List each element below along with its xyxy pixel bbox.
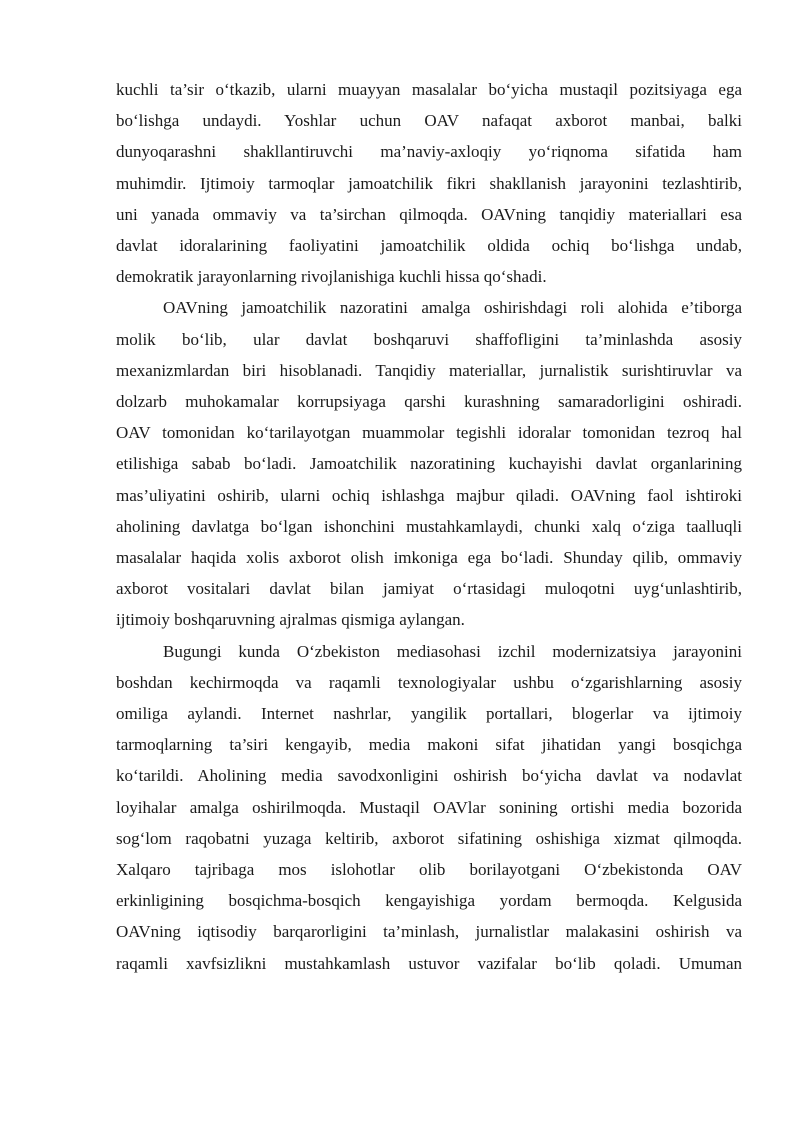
text-line: muhimdir. Ijtimoiy tarmoqlar jamoatchilik fikri shakllanish jarayonini tezlashtirib,: [116, 173, 742, 193]
paragraph: [116, 636, 742, 979]
text-line: OAVning jamoatchilik nazoratini amalga oshirishdagi roli alohida e’tiborga: [163, 298, 742, 318]
text-line: tarmoqlarning ta’siri kengayib, media makoni sifat jihatidan yangi bosqichga: [116, 735, 742, 755]
text-line: loyihalar amalga oshirilmoqda. Mustaqil OAVlar sonining ortishi media bozorida: [116, 797, 742, 817]
text-line: molik bo‘lib, ular davlat boshqaruvi shaffofligini ta’minlashda asosiy: [116, 329, 742, 349]
text-line: demokratik jarayonlarning rivojlanishiga kuchli hissa qo‘shadi.: [116, 267, 547, 287]
text-line: masalalar haqida xolis axborot olish imkoniga ega bo‘ladi. Shunday qilib, ommaviy: [116, 548, 742, 568]
text-line: raqamli xavfsizlikni mustahkamlash ustuvor vazifalar bo‘lib qoladi. Umuman: [116, 953, 742, 973]
text-line: OAVning iqtisodiy barqarorligini ta’minlash, jurnalistlar malakasini oshirish va: [116, 922, 742, 942]
text-line: dolzarb muhokamalar korrupsiyaga qarshi kurashning samaradorligini oshiradi.: [116, 392, 742, 412]
text-line: Bugungi kunda O‘zbekiston mediasohasi izchil modernizatsiya jarayonini: [163, 641, 742, 661]
text-line: kuchli ta’sir o‘tkazib, ularni muayyan masalalar bo‘yicha mustaqil pozitsiyaga ega: [116, 80, 742, 99]
text-line: sog‘lom raqobatni yuzaga keltirib, axborot sifatining oshishiga xizmat qilmoqda.: [116, 828, 742, 848]
text-line: davlat idoralarining faoliyatini jamoatchilik oldida ochiq bo‘lishga undab,: [116, 236, 742, 256]
paragraph: [116, 292, 742, 635]
document-body: [116, 74, 742, 979]
text-line: mas’uliyatini oshirib, ularni ochiq ishlashga majbur qiladi. OAVning faol ishtiroki: [116, 485, 742, 505]
text-line: Xalqaro tajribaga mos islohotlar olib borilayotgani O‘zbekistonda OAV: [116, 860, 742, 880]
text-line: OAV tomonidan ko‘tarilayotgan muammolar tegishli idoralar tomonidan tezroq hal: [116, 423, 742, 443]
text-line: ijtimoiy boshqaruvning ajralmas qismiga aylangan.: [116, 610, 465, 630]
text-line: bo‘lishga undaydi. Yoshlar uchun OAV nafaqat axborot manbai, balki: [116, 111, 742, 131]
text-line: erkinligining bosqichma-bosqich kengayishiga yordam bermoqda. Kelgusida: [116, 891, 742, 911]
text-line: boshdan kechirmoqda va raqamli texnologiyalar ushbu o‘zgarishlarning asosiy: [116, 672, 742, 692]
text-line: dunyoqarashni shakllantiruvchi ma’naviy-axloqiy yo‘riqnoma sifatida ham: [116, 142, 742, 162]
text-line: etilishiga sabab bo‘ladi. Jamoatchilik nazoratining kuchayishi davlat organlarining: [116, 454, 742, 474]
paragraph: [116, 74, 742, 292]
text-line: aholining davlatga bo‘lgan ishonchini mustahkamlaydi, chunki xalq o‘ziga taalluqli: [116, 516, 742, 536]
text-line: axborot vositalari davlat bilan jamiyat o‘rtasidagi muloqotni uyg‘unlashtirib,: [116, 579, 742, 599]
text-line: omiliga aylandi. Internet nashrlar, yangilik portallari, blogerlar va ijtimoiy: [116, 704, 742, 724]
text-line: ko‘tarildi. Aholining media savodxonligini oshirish bo‘yicha davlat va nodavlat: [116, 766, 742, 786]
text-line: mexanizmlardan biri hisoblanadi. Tanqidiy materiallar, jurnalistik surishtiruvlar va: [116, 360, 742, 380]
text-line: uni yanada ommaviy va ta’sirchan qilmoqda. OAVning tanqidiy materiallari esa: [116, 204, 742, 224]
